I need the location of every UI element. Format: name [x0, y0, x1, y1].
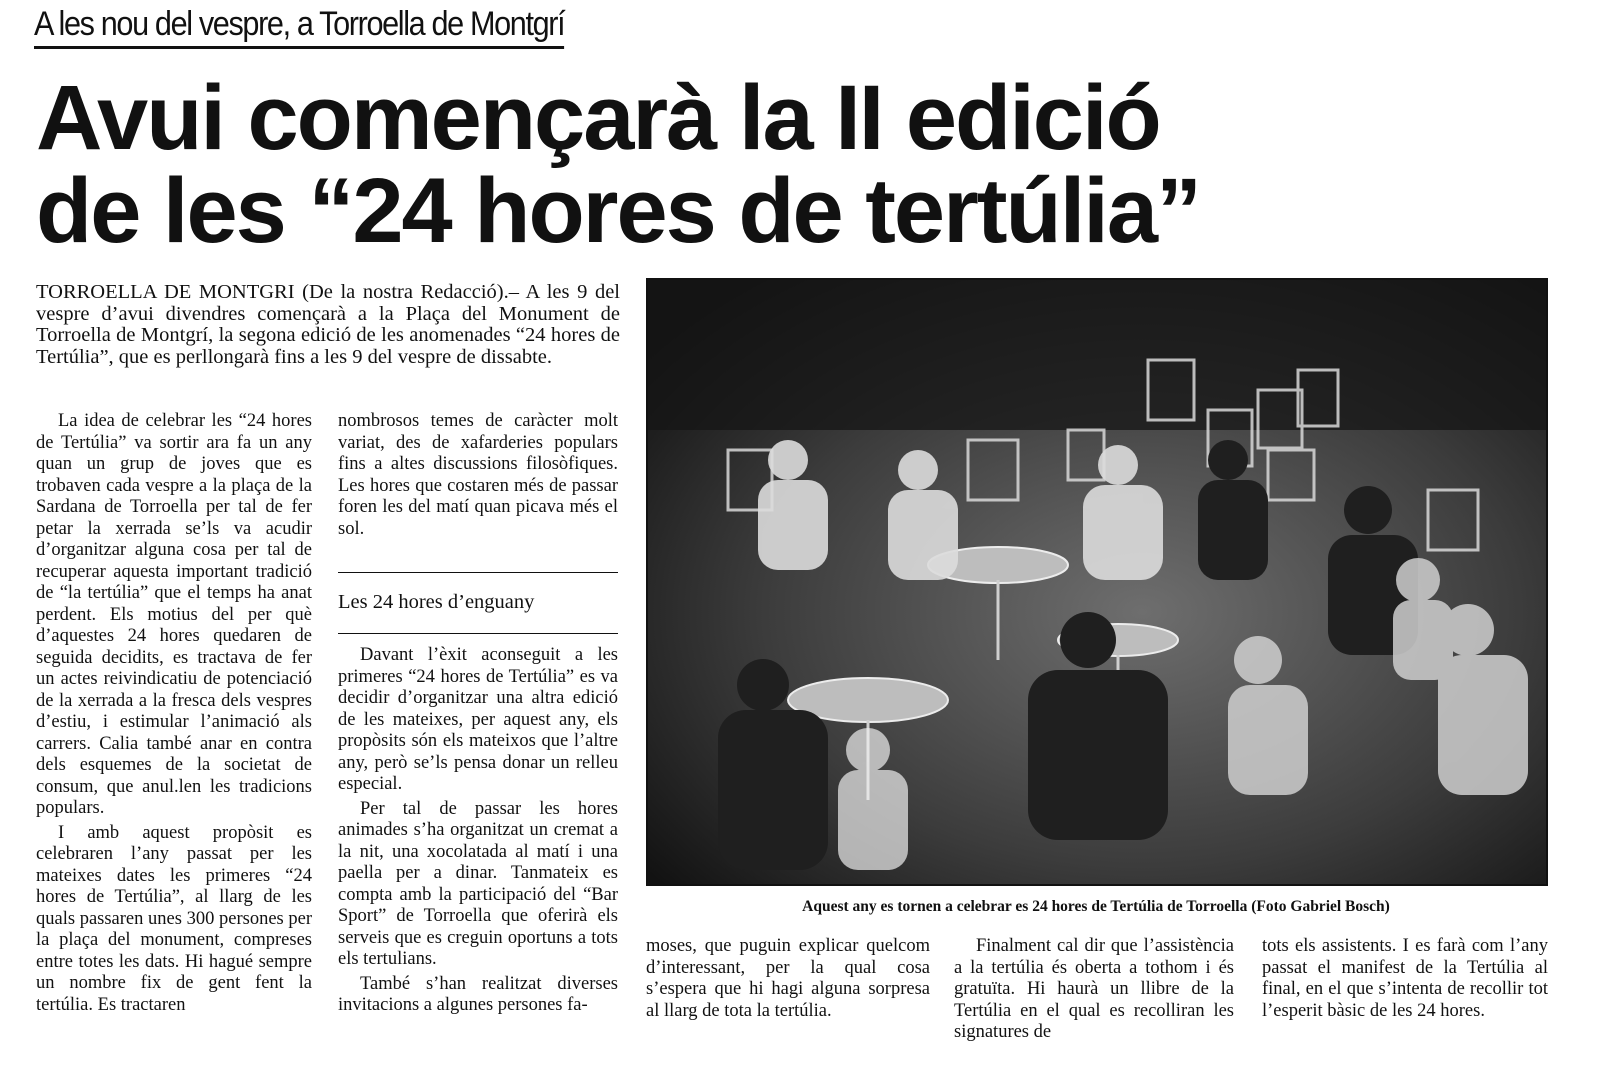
article-column-2-bottom — [338, 645, 618, 1017]
paragraph: moses, que puguin explicar quelcom d’interessant, per la qual cosa s’espera que hi hagi alguna sorpresa al llarg de tota la tertúlia. — [646, 936, 930, 1021]
subhead: Les 24 hores d’enguany — [338, 591, 535, 613]
subhead-box — [338, 572, 618, 634]
paragraph: I amb aquest propòsit es celebraren l’any passat per les mateixes dates les primeres “24 hores de Tertúlia”, al llarg de les quals passaren unes 300 persones per la plaça del monument, compreses entre totes les dats. Hi hagué sempre un nombre fix de gent fent la tertúlia. Es tractaren — [36, 822, 312, 1015]
paragraph: Finalment cal dir que l’assistència a la tertúlia és oberta a tothom i és gratuïta. Hi haurà un llibre de la Tertúlia en el qual es recolliran les signatures de — [954, 936, 1234, 1042]
paragraph: La idea de celebrar les “24 hores de Tertúlia” va sortir ara fa un any quan un grup de joves que es trobaven cada vespre a la plaça de la Sardana de Torroella per tal de fer petar la xerrada se’ls va acudir d’organitzar alguna cosa per tal de recuperar aquesta important tradició de “la tertúlia” que el temps ha anat perdent. Els motius del per què d’aquestes 24 hores quedaren de seguida decidits, es tractava de fer un actes reivindicatiu de potenciació de la xerrada a la fresca dels vespres d’estiu, i estimular l’animació als carrers. Calia també anar en contra dels esquemes de la societat de consum, que anul.len les tradicions populars. — [36, 411, 312, 818]
photo-caption: Aquest any es tornen a celebrar es 24 hores de Tertúlia de Torroella (Foto Gabriel Bosch) — [802, 898, 1390, 915]
article-column-5 — [1262, 936, 1548, 1022]
paragraph: Davant l’èxit aconseguit a les primeres “24 hores de Tertúlia” es va decidir d’organitzar una altra edició de les mateixes, per aquest any, els propòsits són els mateixos que l’altre any, però se’ls pensa donar un relleu especial. — [338, 645, 618, 794]
article-column-4 — [954, 936, 1234, 1044]
headline-line-2: de les “24 hores de tertúlia” — [36, 160, 1201, 262]
paragraph: També s’han realitzat diverses invitacions a algunes persones fa- — [338, 973, 618, 1015]
paragraph: nombrosos temes de caràcter molt variat, des de xafarderies populars fins a altes discussions filosòfiques. Les hores que costaren més de passar foren les del matí quan picava més el sol. — [338, 411, 618, 539]
news-photo — [646, 278, 1548, 886]
kicker-headline: A les nou del vespre, a Torroella de Montgrí — [34, 4, 564, 49]
article-column-3 — [646, 936, 930, 1022]
paragraph: tots els assistents. I es farà com l’any passat el manifest de la Tertúlia al final, en el que s’intenta de recollir tot l’esperit bàsic de les 24 hores. — [1262, 936, 1548, 1021]
photo-illustration — [648, 280, 1546, 884]
article-column-1 — [36, 411, 312, 1016]
lead-paragraph: TORROELLA DE MONTGRI (De la nostra Redacció).– A les 9 del vespre d’avui divendres començarà a la Plaça del Monument de Torroella de Montgrí, la segona edició de les anomenades “24 hores de Tertúlia”, que es perllongarà fins a les 9 del vespre de dissabte. — [36, 281, 620, 368]
headline-line-1: Avui començarà la II edició — [36, 67, 1160, 169]
article-column-2-top — [338, 411, 618, 540]
paragraph: Per tal de passar les hores animades s’ha organitzat un cremat a la nit, una xocolatada al matí i una paella per a dinar. Tanmateix es compta amb la participació del “Bar Sport” de Torroella que oferirà els serveis que es creguin oportuns a tots els tertulians. — [338, 798, 618, 969]
